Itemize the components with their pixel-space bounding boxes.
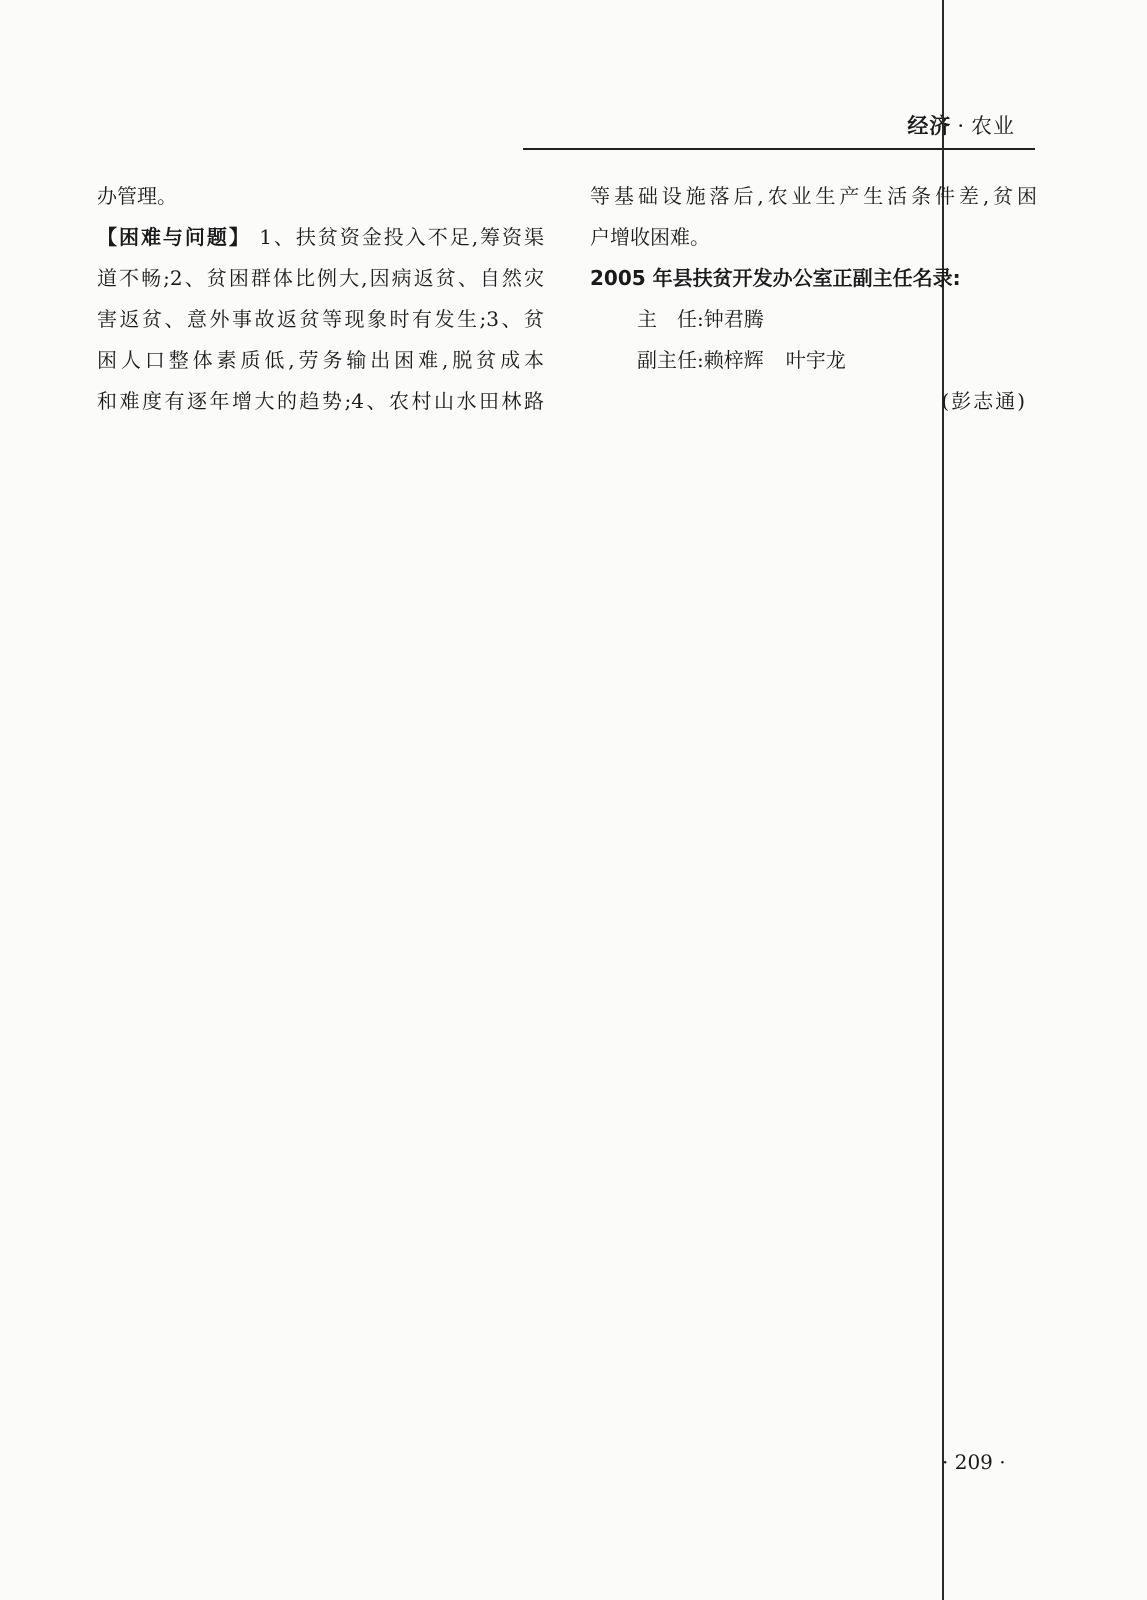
- left-column: [97, 176, 544, 422]
- roster-role: 主 任:: [637, 307, 704, 331]
- header-rule: [523, 148, 1035, 150]
- paragraph-line: 和难度有逐年增大的趋势;4、农村山水田林路: [97, 389, 544, 413]
- page-number: · 209 ·: [942, 1450, 1006, 1474]
- section-heading: 【困难与问题】: [97, 225, 251, 249]
- roster-name: 叶宇龙: [785, 348, 846, 372]
- header-separator: ·: [957, 114, 965, 138]
- roster-name: 钟君腾: [703, 307, 764, 331]
- paragraph-line: 困人口整体素质低,劳务输出困难,脱贫成本: [97, 348, 544, 372]
- roster-entry-deputy: [590, 340, 1037, 381]
- author-credit: (彭志通): [941, 389, 1027, 413]
- paragraph-line: 道不畅;2、贫困群体比例大,因病返贫、自然灾: [97, 266, 544, 290]
- paragraph-line: 等基础设施落后,农业生产生活条件差,贫困: [590, 184, 1037, 208]
- roster-entry-director: [590, 299, 1037, 340]
- roster-name: 赖梓辉: [703, 348, 764, 372]
- header-subsection: 农业: [971, 114, 1015, 138]
- paragraph-line: 办管理。: [97, 184, 177, 208]
- roster-role: 副主任:: [637, 348, 704, 372]
- paragraph-line: 户增收困难。: [590, 225, 710, 249]
- roster-names: [704, 307, 764, 331]
- paragraph-text: 1、扶贫资金投入不足,筹资渠: [250, 225, 544, 249]
- right-column: [590, 176, 1037, 422]
- roster-names: [704, 348, 846, 372]
- roster-title: 2005 年县扶贫开发办公室正副主任名录:: [590, 266, 961, 290]
- paragraph-line: [97, 217, 544, 258]
- running-header: [907, 110, 1015, 140]
- paragraph-line: 害返贫、意外事故返贫等现象时有发生;3、贫: [97, 307, 544, 331]
- header-section: 经济: [907, 114, 952, 138]
